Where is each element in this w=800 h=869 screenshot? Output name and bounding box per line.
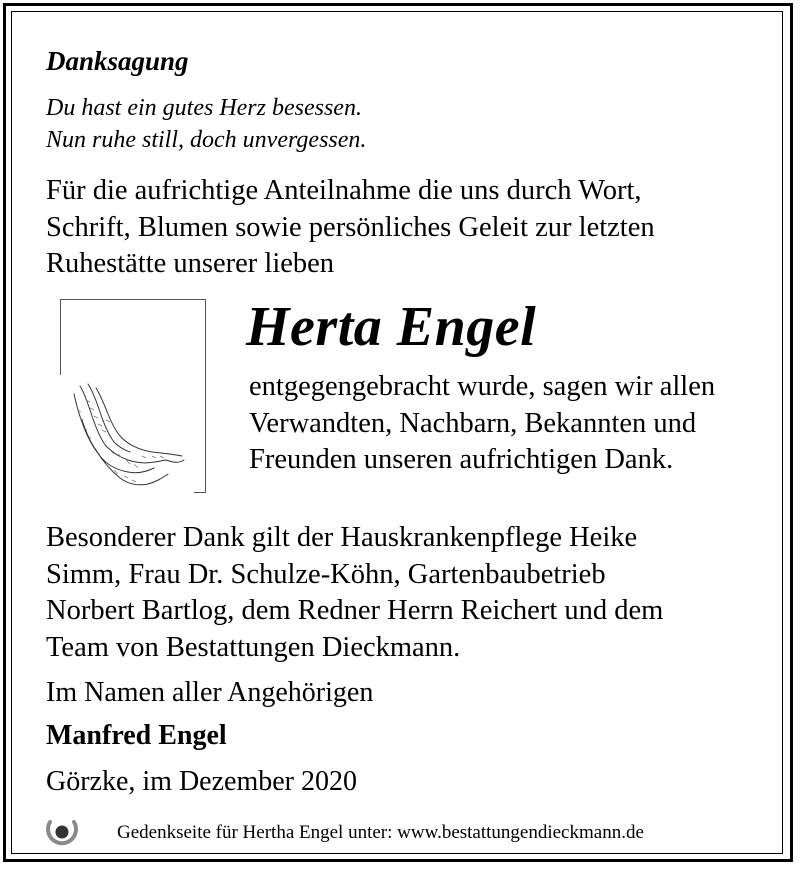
special-thanks-line: Team von Bestattungen Dieckmann. bbox=[46, 631, 461, 663]
thanks-line: Freunden unseren aufrichtigen Dank. bbox=[249, 444, 674, 475]
behalf-line: Im Namen aller Angehörigen bbox=[46, 677, 374, 708]
memorial-logo-icon bbox=[44, 816, 80, 852]
special-thanks-line: Norbert Bartlog, dem Redner Herrn Reichert und dem bbox=[46, 595, 664, 626]
special-thanks-line: Simm, Frau Dr. Schulze-Köhn, Gartenbaubetrieb bbox=[46, 558, 606, 590]
thanks-line: entgegengebracht wurde, sagen wir allen bbox=[249, 371, 716, 402]
special-thanks-paragraph bbox=[46, 520, 663, 666]
poem-line: Du hast ein gutes Herz besessen. bbox=[46, 95, 362, 121]
thanks-paragraph bbox=[249, 369, 715, 479]
poem bbox=[46, 92, 366, 156]
praying-hands-icon bbox=[66, 380, 190, 490]
heading-title: Danksagung bbox=[46, 46, 189, 76]
intro-line: Ruhestätte unserer lieben bbox=[46, 248, 335, 279]
poem-line: Nun ruhe still, doch unvergessen. bbox=[46, 127, 367, 153]
place-date: Görzke, im Dezember 2020 bbox=[46, 766, 357, 797]
intro-paragraph bbox=[46, 173, 655, 283]
deceased-name: Herta Engel bbox=[246, 296, 537, 358]
footer-memorial-link[interactable]: Gedenkseite für Hertha Engel unter: www.bestattungendieckmann.de bbox=[117, 822, 644, 843]
thanks-line: Verwandten, Nachbarn, Bekannten und bbox=[249, 407, 697, 439]
signer-name: Manfred Engel bbox=[46, 720, 227, 751]
intro-line: Für die aufrichtige Anteilnahme die uns durch Wort, bbox=[46, 175, 642, 206]
intro-line: Schrift, Blumen sowie persönliches Geleit zur letzten bbox=[46, 211, 655, 243]
special-thanks-line: Besonderer Dank gilt der Hauskrankenpflege Heike bbox=[46, 522, 638, 553]
